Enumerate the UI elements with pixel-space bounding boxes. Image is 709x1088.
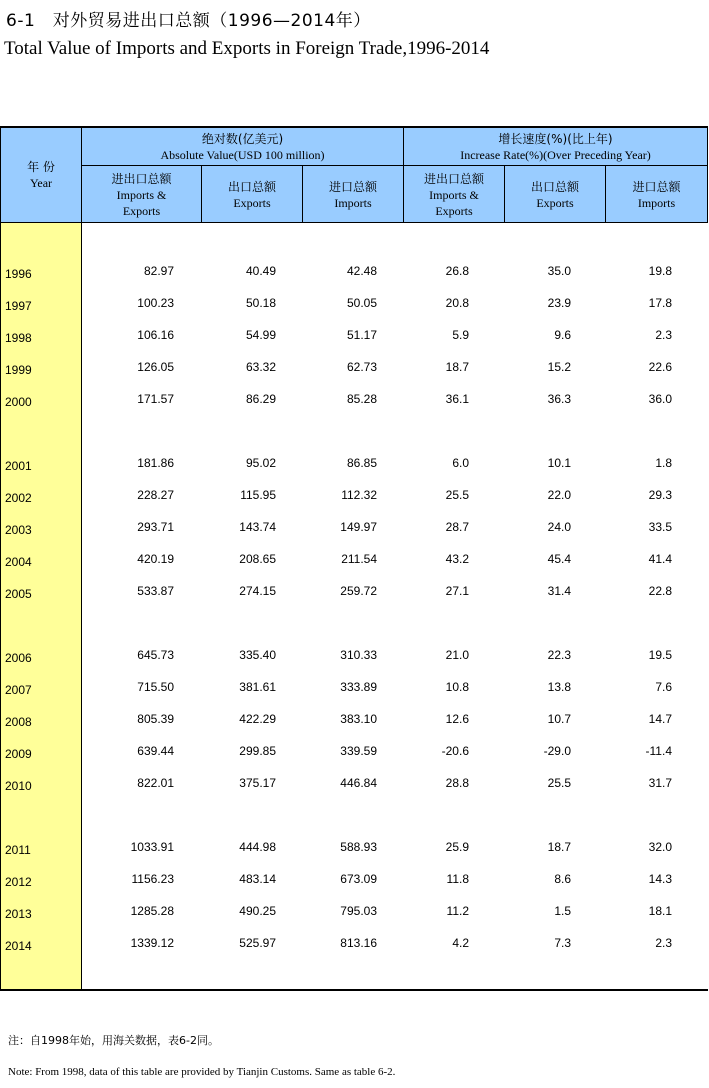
header-bottom-rule bbox=[0, 222, 708, 223]
value-cell: 25.9 bbox=[445, 840, 469, 854]
value-cell: 7.6 bbox=[655, 680, 672, 694]
value-cell: 1033.91 bbox=[130, 840, 174, 854]
subheader-imports-exports: 进出口总额 Imports & Exports bbox=[111, 172, 172, 218]
value-cell: 86.85 bbox=[346, 456, 377, 470]
increase-rate-header-en: Increase Rate(%)(Over Preceding Year) bbox=[460, 148, 651, 162]
value-cell: 41.4 bbox=[648, 552, 672, 566]
value-cell: 381.61 bbox=[239, 680, 276, 694]
value-cell: 310.33 bbox=[340, 648, 377, 662]
table-row bbox=[0, 936, 708, 956]
increase-rate-header bbox=[404, 131, 707, 163]
absolute-value-header bbox=[82, 131, 403, 163]
value-cell: 420.19 bbox=[137, 552, 174, 566]
value-cell: -11.4 bbox=[645, 744, 672, 758]
value-cell: 126.05 bbox=[137, 360, 174, 374]
value-cell: 26.8 bbox=[445, 264, 469, 278]
value-cell: 422.29 bbox=[239, 712, 276, 726]
value-cell: 42.48 bbox=[346, 264, 377, 278]
value-cell: 36.3 bbox=[547, 392, 571, 406]
value-cell: 36.1 bbox=[445, 392, 469, 406]
value-cell: 208.65 bbox=[239, 552, 276, 566]
year-cell: 2011 bbox=[5, 843, 31, 857]
year-cell: 2008 bbox=[5, 715, 32, 729]
value-cell: 333.89 bbox=[340, 680, 377, 694]
year-header-en: Year bbox=[29, 176, 53, 190]
value-cell: 822.01 bbox=[137, 776, 174, 790]
value-cell: 490.25 bbox=[239, 904, 276, 918]
value-cell: 17.8 bbox=[648, 296, 672, 310]
value-cell: 335.40 bbox=[239, 648, 276, 662]
value-cell: 28.8 bbox=[445, 776, 469, 790]
value-cell: 18.7 bbox=[445, 360, 469, 374]
table-top-rule bbox=[0, 126, 708, 128]
value-cell: 25.5 bbox=[445, 488, 469, 502]
value-cell: 21.0 bbox=[445, 648, 469, 662]
value-cell: 525.97 bbox=[239, 936, 276, 950]
value-cell: 211.54 bbox=[341, 552, 377, 566]
value-cell: 24.0 bbox=[547, 520, 571, 534]
value-cell: 112.32 bbox=[341, 488, 377, 502]
year-cell: 1998 bbox=[5, 331, 32, 345]
value-cell: 228.27 bbox=[137, 488, 174, 502]
value-cell: 15.2 bbox=[547, 360, 571, 374]
value-cell: 95.02 bbox=[245, 456, 276, 470]
page-title-cn: 6-1 对外贸易进出口总额（1996—2014年） bbox=[6, 11, 371, 31]
year-cell: 2004 bbox=[5, 555, 32, 569]
value-cell: 22.6 bbox=[648, 360, 672, 374]
table-row bbox=[0, 392, 708, 412]
year-cell: 1996 bbox=[5, 267, 32, 281]
table-row bbox=[0, 328, 708, 348]
table-row bbox=[0, 552, 708, 572]
value-cell: -29.0 bbox=[543, 744, 571, 758]
value-cell: 5.9 bbox=[452, 328, 469, 342]
value-cell: 299.85 bbox=[239, 744, 276, 758]
increase-rate-header-cn: 增长速度(%)(比上年) bbox=[498, 132, 613, 146]
value-cell: 805.39 bbox=[137, 712, 174, 726]
year-cell: 2005 bbox=[5, 587, 32, 601]
table-row bbox=[0, 744, 708, 764]
value-cell: 171.57 bbox=[137, 392, 174, 406]
value-cell: 293.71 bbox=[137, 520, 174, 534]
value-cell: 645.73 bbox=[137, 648, 174, 662]
value-cell: 813.16 bbox=[340, 936, 377, 950]
table-row bbox=[0, 904, 708, 924]
value-cell: 795.03 bbox=[340, 904, 377, 918]
value-cell: 7.3 bbox=[554, 936, 571, 950]
value-cell: 274.15 bbox=[239, 584, 276, 598]
table-row bbox=[0, 840, 708, 860]
subheader-rate-exports: 出口总额 Exports bbox=[530, 180, 579, 210]
note-cn: 注：自1998年始，用海关数据，表6-2同。 bbox=[8, 1034, 219, 1047]
value-cell: 444.98 bbox=[239, 840, 276, 854]
table-row bbox=[0, 296, 708, 316]
year-cell: 1999 bbox=[5, 363, 32, 377]
table-bottom-rule bbox=[0, 989, 708, 991]
year-cell: 2006 bbox=[5, 651, 32, 665]
value-cell: 2.3 bbox=[655, 328, 672, 342]
value-cell: 36.0 bbox=[648, 392, 672, 406]
year-cell: 1997 bbox=[5, 299, 32, 313]
value-cell: 31.4 bbox=[547, 584, 571, 598]
subheader-imports: 进口总额 Imports bbox=[328, 180, 377, 210]
value-cell: 20.8 bbox=[445, 296, 469, 310]
value-cell: 6.0 bbox=[452, 456, 469, 470]
year-cell: 2007 bbox=[5, 683, 32, 697]
table-row bbox=[0, 712, 708, 732]
value-cell: 50.18 bbox=[245, 296, 276, 310]
year-cell: 2000 bbox=[5, 395, 32, 409]
table-row bbox=[0, 872, 708, 892]
value-cell: 106.16 bbox=[137, 328, 174, 342]
value-cell: 45.4 bbox=[547, 552, 571, 566]
year-cell: 2009 bbox=[5, 747, 32, 761]
value-cell: 375.17 bbox=[239, 776, 276, 790]
value-cell: 28.7 bbox=[445, 520, 469, 534]
year-header bbox=[1, 159, 81, 191]
value-cell: 4.2 bbox=[452, 936, 469, 950]
value-cell: 1339.12 bbox=[130, 936, 174, 950]
value-cell: 51.17 bbox=[346, 328, 377, 342]
subheader-exports: 出口总额 Exports bbox=[227, 180, 276, 210]
header-divider bbox=[81, 165, 708, 166]
value-cell: 18.7 bbox=[547, 840, 571, 854]
year-cell: 2002 bbox=[5, 491, 32, 505]
value-cell: -20.6 bbox=[441, 744, 469, 758]
value-cell: 715.50 bbox=[137, 680, 174, 694]
value-cell: 2.3 bbox=[655, 936, 672, 950]
value-cell: 43.2 bbox=[445, 552, 469, 566]
value-cell: 19.5 bbox=[648, 648, 672, 662]
value-cell: 22.8 bbox=[648, 584, 672, 598]
subheader-rate-imports-exports: 进出口总额 Imports & Exports bbox=[423, 172, 484, 218]
value-cell: 1285.28 bbox=[130, 904, 174, 918]
value-cell: 23.9 bbox=[547, 296, 571, 310]
value-cell: 11.2 bbox=[446, 904, 469, 918]
table-row bbox=[0, 456, 708, 476]
table-row bbox=[0, 264, 708, 284]
value-cell: 533.87 bbox=[137, 584, 174, 598]
value-cell: 19.8 bbox=[648, 264, 672, 278]
value-cell: 1.8 bbox=[655, 456, 672, 470]
year-cell: 2003 bbox=[5, 523, 32, 537]
value-cell: 33.5 bbox=[648, 520, 672, 534]
value-cell: 10.7 bbox=[547, 712, 571, 726]
value-cell: 9.6 bbox=[554, 328, 571, 342]
value-cell: 10.1 bbox=[547, 456, 571, 470]
column-divider bbox=[707, 128, 708, 222]
value-cell: 588.93 bbox=[340, 840, 377, 854]
value-cell: 181.86 bbox=[137, 456, 174, 470]
value-cell: 22.0 bbox=[547, 488, 571, 502]
value-cell: 143.74 bbox=[239, 520, 276, 534]
value-cell: 86.29 bbox=[245, 392, 276, 406]
value-cell: 27.1 bbox=[445, 584, 469, 598]
value-cell: 10.8 bbox=[445, 680, 469, 694]
value-cell: 85.28 bbox=[346, 392, 377, 406]
table-row bbox=[0, 648, 708, 668]
value-cell: 13.8 bbox=[547, 680, 571, 694]
value-cell: 8.6 bbox=[554, 872, 571, 886]
value-cell: 639.44 bbox=[137, 744, 174, 758]
value-cell: 50.05 bbox=[346, 296, 377, 310]
subheader-rate-imports: 进口总额 Imports bbox=[632, 180, 681, 210]
year-cell: 2001 bbox=[5, 459, 32, 473]
value-cell: 259.72 bbox=[340, 584, 377, 598]
absolute-value-header-cn: 绝对数(亿美元) bbox=[201, 132, 284, 146]
value-cell: 115.95 bbox=[240, 488, 276, 502]
table-row bbox=[0, 680, 708, 700]
value-cell: 14.3 bbox=[648, 872, 672, 886]
value-cell: 339.59 bbox=[340, 744, 377, 758]
value-cell: 483.14 bbox=[239, 872, 276, 886]
value-cell: 149.97 bbox=[340, 520, 377, 534]
year-cell: 2013 bbox=[5, 907, 32, 921]
value-cell: 35.0 bbox=[547, 264, 571, 278]
value-cell: 100.23 bbox=[137, 296, 174, 310]
table-row bbox=[0, 584, 708, 604]
value-cell: 82.97 bbox=[143, 264, 174, 278]
value-cell: 1156.23 bbox=[131, 872, 174, 886]
value-cell: 14.7 bbox=[648, 712, 672, 726]
value-cell: 25.5 bbox=[547, 776, 571, 790]
value-cell: 12.6 bbox=[445, 712, 469, 726]
value-cell: 54.99 bbox=[245, 328, 276, 342]
table-row bbox=[0, 360, 708, 380]
value-cell: 673.09 bbox=[340, 872, 377, 886]
value-cell: 18.1 bbox=[648, 904, 672, 918]
page-title-en: Total Value of Imports and Exports in Foreign Trade,1996-2014 bbox=[4, 38, 490, 59]
value-cell: 63.32 bbox=[245, 360, 276, 374]
value-cell: 11.8 bbox=[446, 872, 469, 886]
table-row bbox=[0, 776, 708, 796]
value-cell: 32.0 bbox=[648, 840, 672, 854]
absolute-value-header-en: Absolute Value(USD 100 million) bbox=[160, 148, 325, 162]
table-row bbox=[0, 488, 708, 508]
value-cell: 1.5 bbox=[554, 904, 571, 918]
year-cell: 2012 bbox=[5, 875, 32, 889]
value-cell: 29.3 bbox=[648, 488, 672, 502]
note-en: Note: From 1998, data of this table are provided by Tianjin Customs. Same as table 6-2. bbox=[8, 1066, 396, 1078]
value-cell: 62.73 bbox=[346, 360, 377, 374]
value-cell: 446.84 bbox=[340, 776, 377, 790]
year-header-cn: 年 份 bbox=[27, 160, 55, 174]
value-cell: 31.7 bbox=[648, 776, 672, 790]
value-cell: 40.49 bbox=[245, 264, 276, 278]
year-cell: 2010 bbox=[5, 779, 32, 793]
year-cell: 2014 bbox=[5, 939, 32, 953]
value-cell: 383.10 bbox=[340, 712, 377, 726]
table-row bbox=[0, 520, 708, 540]
value-cell: 22.3 bbox=[547, 648, 571, 662]
